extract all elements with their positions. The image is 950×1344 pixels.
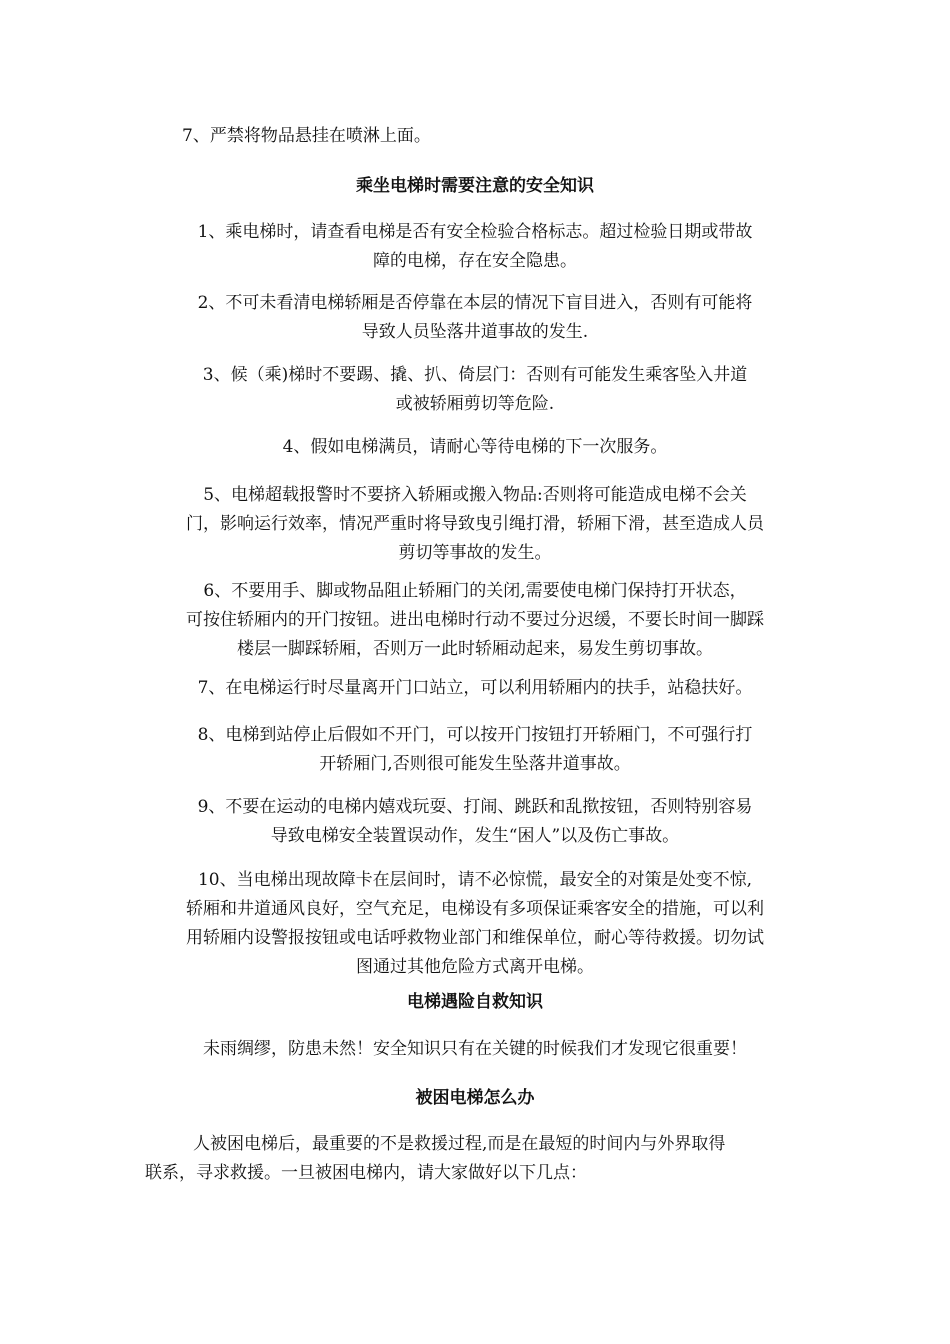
item-line: 10、当电梯出现故障卡在层间时，请不必惊慌，最安全的对策是处变不惊, [197,870,753,890]
section-heading-self-rescue: 电梯遇险自救知识 [407,992,543,1012]
item-line: 可按住轿厢内的开门按钮。进出电梯时行动不要过分迟缓，不要长时间一脚踩 [186,610,764,630]
motto-paragraph [145,1035,805,1064]
list-item-3 [145,361,805,419]
motto-line: 未雨绸缪，防患未然！安全知识只有在关键的时候我们才发现它很重要！ [203,1039,747,1059]
item-line: 6、不要用手、脚或物品阻止轿厢门的关闭,需要使电梯门保持打开状态， [203,581,747,601]
item-line: 2、不可未看清电梯轿厢是否停靠在本层的情况下盲目进入，否则有可能将 [197,293,753,313]
list-item-1 [145,218,805,276]
list-item-6 [145,577,805,664]
item-line: 8、电梯到站停止后假如不开门，可以按开门按钮打开轿厢门，不可强行打 [197,725,753,745]
item-line: 楼层一脚踩轿厢，否则万一此时轿厢动起来，易发生剪切事故。 [237,639,713,659]
section-heading-elevator-safety: 乘坐电梯时需要注意的安全知识 [356,176,594,196]
item-line: 导致电梯安全装置误动作，发生“困人”以及伤亡事故。 [270,826,680,846]
item-line: 导致人员坠落井道事故的发生. [361,322,589,342]
list-item-8 [145,721,805,779]
item-line: 1、乘电梯时，请查看电梯是否有安全检验合格标志。超过检验日期或带故 [197,222,753,242]
item-line: 门，影响运行效率，情况严重时将导致曳引绳打滑，轿厢下滑，甚至造成人员 [186,514,764,534]
list-item-5 [145,481,805,568]
item-line: 用轿厢内设警报按钮或电话呼救物业部门和维保单位，耐心等待救援。切勿试 [186,928,764,948]
list-item-9 [145,793,805,851]
item-line: 轿厢和井道通风良好，空气充足，电梯设有多项保证乘客安全的措施，可以利 [186,899,764,919]
paragraph-line: 联系，寻求救援。一旦被困电梯内，请大家做好以下几点： [145,1163,587,1183]
item-line: 图通过其他危险方式离开电梯。 [356,957,594,977]
item-line: 障的电梯，存在安全隐患。 [373,251,577,271]
item-line: 3、候（乘)梯时不要踢、撬、扒、倚层门：否则有可能发生乘客坠入井道 [202,365,748,385]
item-line: 4、假如电梯满员，请耐心等待电梯的下一次服务。 [282,437,668,457]
item-line: 9、不要在运动的电梯内嬉戏玩耍、打闹、跳跃和乱揿按钮，否则特别容易 [197,797,753,817]
list-item-10 [145,866,805,982]
item-line: 开轿厢门,否则很可能发生坠落井道事故。 [319,754,631,774]
item-text: 7、严禁将物品悬挂在喷淋上面。 [182,126,431,146]
item-line: 或被轿厢剪切等危险. [395,394,555,414]
paragraph-line: 人被困电梯后，最重要的不是救援过程,而是在最短的时间内与外界取得 [193,1134,726,1154]
list-item-7-prev [182,122,842,151]
trapped-paragraph [145,1130,805,1188]
item-line: 7、在电梯运行时尽量离开门口站立，可以利用轿厢内的扶手，站稳扶好。 [197,678,753,698]
item-line: 5、电梯超载报警时不要挤入轿厢或搬入物品:否则将可能造成电梯不会关 [203,485,747,505]
item-line: 剪切等事故的发生。 [398,543,552,563]
list-item-7 [145,674,805,703]
list-item-2 [145,289,805,347]
list-item-4 [145,433,805,462]
section-heading-trapped: 被困电梯怎么办 [415,1088,535,1108]
